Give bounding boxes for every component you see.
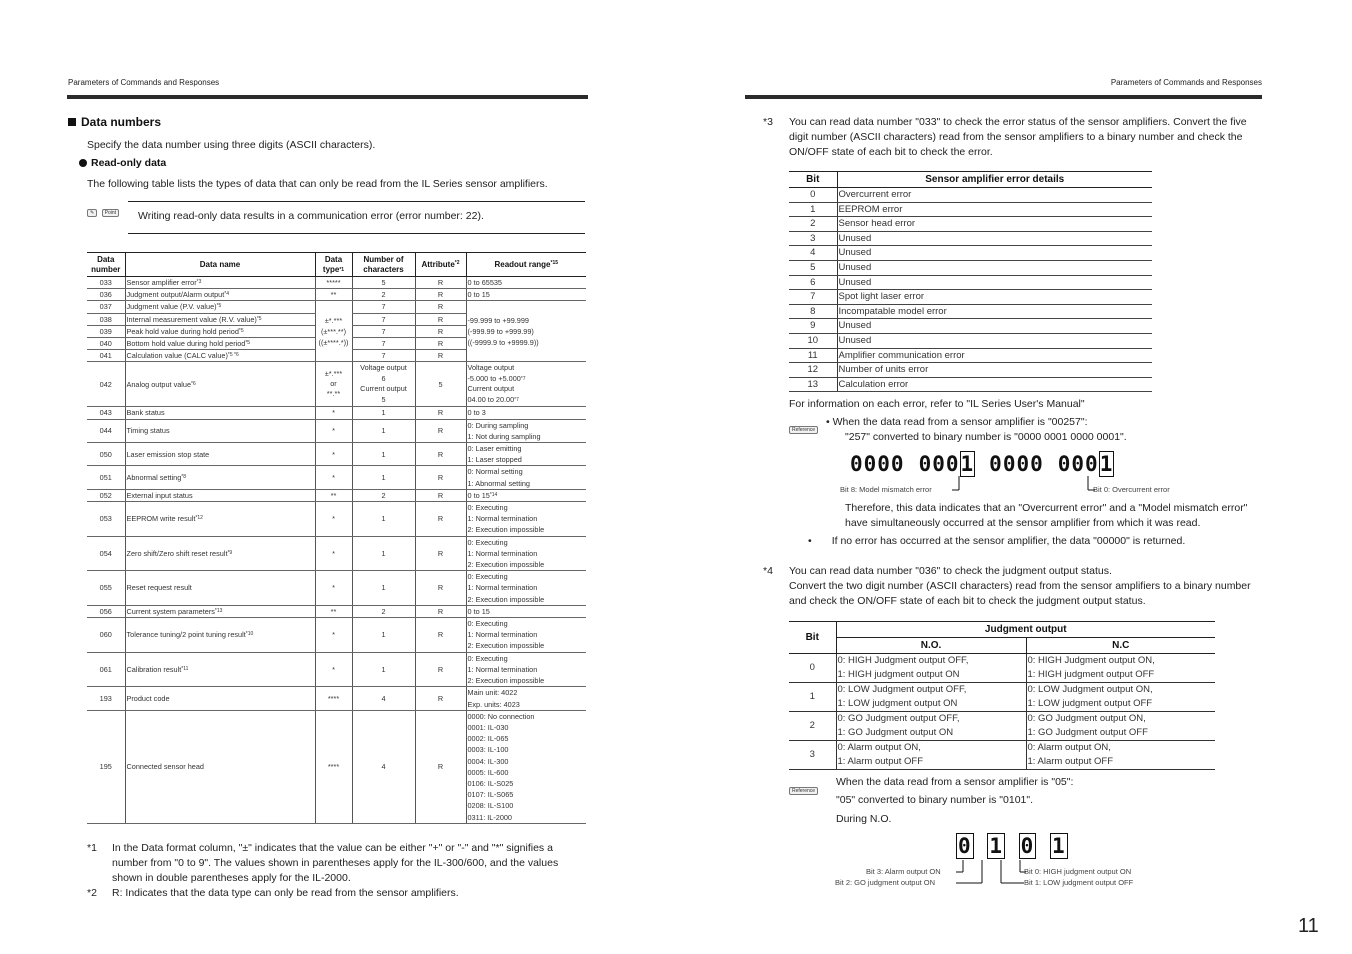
judgment-no-cell: 0: Alarm output ON, 1: Alarm output OFF: [836, 741, 1026, 770]
bit0b-label: Bit 0: HIGH judgment output ON: [1024, 867, 1132, 876]
bit0-label: Bit 0: Overcurrent error: [1093, 485, 1170, 494]
data-name-cell: Reset request result: [125, 571, 315, 606]
attribute-cell: R: [415, 489, 466, 501]
data-number-cell: 061: [87, 652, 125, 687]
data-number-cell: 051: [87, 466, 125, 489]
grouped-data-type: ±*.*** (±***.**) ((±****.*)): [315, 301, 352, 362]
num-chars-cell: 1: [352, 419, 415, 442]
bit3-label: Bit 3: Alarm output ON: [866, 867, 941, 876]
header-rule-left: [67, 95, 588, 99]
data-name-cell: EEPROM write result$^{*12}$: [125, 502, 315, 537]
bit-cell: 1: [789, 683, 836, 712]
data-type-cell: **: [315, 489, 352, 501]
table-row: [789, 683, 1215, 712]
attribute-cell: R: [415, 571, 466, 606]
data-type-cell: *: [315, 466, 352, 489]
point-box: [128, 201, 585, 234]
data-type-cell: *: [315, 407, 352, 419]
reference-badge-1: [789, 418, 818, 436]
table-row: [87, 443, 586, 466]
col-readout-range: Readout range$^{*15}$: [466, 253, 586, 277]
running-header-left: Parameters of Commands and Responses: [68, 78, 220, 87]
error-bits-table: [789, 171, 1152, 392]
table-row: [87, 710, 586, 823]
readout-range-cell: 0 to 15: [466, 605, 586, 617]
num-chars-cell: 1: [352, 571, 415, 606]
attribute-cell: R: [415, 652, 466, 687]
table-row: [789, 304, 1152, 319]
readout-range-cell: 0 to 3: [466, 407, 586, 419]
point-badge: ✎ Point: [87, 201, 119, 219]
num-chars-cell: 2: [352, 605, 415, 617]
table-row: [789, 319, 1152, 334]
error-detail-cell: Amplifier communication error: [837, 348, 1152, 363]
readout-range-cell: 0 to 15$^{*14}$: [466, 489, 586, 501]
num-chars-cell: 2: [352, 489, 415, 501]
data-number-cell: 056: [87, 605, 125, 617]
num-chars-cell: 4: [352, 710, 415, 823]
col-num-chars: Number of characters: [352, 253, 415, 277]
data-type-cell: *: [315, 571, 352, 606]
attribute-cell: R: [415, 710, 466, 823]
table-row: 033 Sensor amplifier error$^{*3}$ ***** 5 R 0 to 65535: [87, 277, 586, 289]
table-row: [87, 466, 586, 489]
table-row: [87, 571, 586, 606]
section-intro: Specify the data number using three digits (ASCII characters).: [87, 139, 376, 151]
reference-icon: Reference: [789, 787, 818, 795]
table-row: 038 Internal measurement value (R.V. value)$^{*5}$ 7 R: [87, 313, 586, 325]
error-detail-cell: Incompatable model error: [837, 304, 1152, 319]
judgment-nc-cell: 0: GO Judgment output ON, 1: GO Judgment output OFF: [1026, 712, 1215, 741]
data-name-cell: Bank status: [125, 407, 315, 419]
binary-display-1: 0000 0001 0000 0001: [850, 452, 1114, 476]
table-row: 041 Calculation value (CALC value)$^{*5 *6}$ 7 R: [87, 350, 586, 362]
data-type-cell: **: [315, 605, 352, 617]
num-chars-cell: 4: [352, 687, 415, 710]
data-type-cell: *: [315, 502, 352, 537]
col-data-number: Data number: [87, 253, 125, 277]
table-row: [789, 290, 1152, 305]
col-attribute: Attribute$^{*2}$: [415, 253, 466, 277]
bit-cell: 3: [789, 741, 836, 770]
data-name-cell: Timing status: [125, 419, 315, 442]
data-type-cell: *: [315, 536, 352, 571]
readout-range-cell: 0: During sampling 1: Not during sampling: [466, 419, 586, 442]
bit8-label: Bit 8: Model mismatch error: [840, 485, 932, 494]
attribute-cell: R: [415, 605, 466, 617]
table-row: [87, 605, 586, 617]
data-number-cell: 055: [87, 571, 125, 606]
table-row: [789, 363, 1152, 378]
col-no: N.O.: [836, 638, 1026, 654]
bit-cell: 4: [789, 246, 837, 261]
num-chars-cell: 1: [352, 502, 415, 537]
data-name-cell: Product code: [125, 687, 315, 710]
col-data-type: Data type$^{*1}$: [315, 253, 352, 277]
table-row: 037 Judgment value (P.V. value)$^{*5}$ ±*.*** (±***.**) ((±****.*)) 7 R -99.999 to +99.999 (-999.99 to +999.99) ((-9999.9 to +9999.9)): [87, 301, 586, 313]
table-row: [789, 377, 1152, 392]
attribute-cell: R: [415, 407, 466, 419]
table-row: [789, 202, 1152, 217]
table-row: [87, 489, 586, 501]
table-row: [789, 333, 1152, 348]
data-name-cell: Calibration result$^{*11}$: [125, 652, 315, 687]
error-detail-cell: Unused: [837, 319, 1152, 334]
error-detail-cell: Sensor head error: [837, 217, 1152, 232]
bit-cell: 3: [789, 231, 837, 246]
no-error-text: • If no error has occurred at the sensor amplifier, the data "00000" is returned.: [808, 535, 1186, 547]
error-detail-cell: Unused: [837, 275, 1152, 290]
data-number-cell: 060: [87, 618, 125, 653]
attribute-cell: R: [415, 618, 466, 653]
table-row: [789, 246, 1152, 261]
readout-range-cell: 0: Executing 1: Normal termination 2: Execution impossible: [466, 502, 586, 537]
data-type-cell: ****: [315, 710, 352, 823]
data-name-cell: Current system parameters$^{*13}$: [125, 605, 315, 617]
table-row: [789, 231, 1152, 246]
judgment-nc-cell: 0: Alarm output ON, 1: Alarm output OFF: [1026, 741, 1215, 770]
bit-cell: 13: [789, 377, 837, 392]
running-header-right: Parameters of Commands and Responses: [1110, 78, 1262, 87]
readout-range-cell: 0: Normal setting 1: Abnormal setting: [466, 466, 586, 489]
square-bullet-icon: [68, 118, 76, 126]
sub-title: Read-only data: [79, 157, 166, 169]
bit-cell: 6: [789, 275, 837, 290]
table-row: [789, 712, 1215, 741]
judgment-nc-cell: 0: LOW Judgment output ON, 1: LOW judgment output OFF: [1026, 683, 1215, 712]
table-row: [87, 502, 586, 537]
bit-cell: 0: [789, 188, 837, 203]
num-chars-cell: 1: [352, 443, 415, 466]
readout-range-cell: 0: Laser emitting 1: Laser stopped: [466, 443, 586, 466]
bit-cell: 11: [789, 348, 837, 363]
error-detail-cell: Number of units error: [837, 363, 1152, 378]
col-nc: N.C: [1026, 638, 1215, 654]
read-only-data-table: [87, 252, 586, 824]
bit-cell: 7: [789, 290, 837, 305]
data-type-cell: *: [315, 419, 352, 442]
bit-cell: 12: [789, 363, 837, 378]
readout-range-cell: 0: Executing 1: Normal termination 2: Execution impossible: [466, 652, 586, 687]
num-chars-cell: 1: [352, 652, 415, 687]
data-name-cell: Connected sensor head: [125, 710, 315, 823]
data-name-cell: External input status: [125, 489, 315, 501]
therefore-text: Therefore, this data indicates that an "Overcurrent error" and a "Model mismatch error" have simultaneously occurred at the sensor amplifier from which it was read.: [845, 502, 1248, 529]
data-number-cell: 050: [87, 443, 125, 466]
data-number-cell: 044: [87, 419, 125, 442]
col-bit: Bit: [789, 172, 837, 188]
error-detail-cell: Calculation error: [837, 377, 1152, 392]
table-row: 039 Peak hold value during hold period$^{*5}$ 7 R: [87, 325, 586, 337]
col-bit: Bit: [789, 622, 836, 654]
table-row: 040 Bottom hold value during hold period$^{*5}$ 7 R: [87, 338, 586, 350]
readout-range-cell: 0: Executing 1: Normal termination 2: Execution impossible: [466, 536, 586, 571]
table-row: [789, 217, 1152, 232]
binary-display-2: 0 1 0 1: [958, 834, 1066, 858]
data-number-cell: 043: [87, 407, 125, 419]
table-row: 036 Judgment output/Alarm output$^{*4}$ ** 2 R 0 to 15: [87, 289, 586, 301]
data-number-cell: 053: [87, 502, 125, 537]
bit1-label: Bit 1: LOW judgment output OFF: [1024, 878, 1134, 887]
num-chars-cell: 1: [352, 407, 415, 419]
note-3: *3 You can read data number "033" to check the error status of the sensor amplifiers. Convert the five digit number (ASCII characters) read from the sensor amplifiers to a binary number and check the ON/OFF state of each bit to check the error.: [763, 116, 1247, 158]
attribute-cell: R: [415, 419, 466, 442]
table-row: [87, 419, 586, 442]
bit-cell: 1: [789, 202, 837, 217]
table-row: [789, 260, 1152, 275]
reference-badge-2: [789, 779, 818, 797]
bit-cell: 5: [789, 260, 837, 275]
judgment-no-cell: 0: LOW Judgment output OFF, 1: LOW judgment output ON: [836, 683, 1026, 712]
data-number-cell: 054: [87, 536, 125, 571]
data-number-cell: 052: [87, 489, 125, 501]
data-number-cell: 193: [87, 687, 125, 710]
num-chars-cell: 1: [352, 536, 415, 571]
judgment-output-table: [789, 621, 1215, 770]
header-rule-right: [745, 95, 1262, 99]
binary-2-leader-lines: [950, 860, 1030, 888]
attribute-cell: R: [415, 502, 466, 537]
error-detail-cell: Overcurrent error: [837, 188, 1152, 203]
error-detail-cell: Unused: [837, 246, 1152, 261]
attribute-cell: R: [415, 443, 466, 466]
section-title: Data numbers: [68, 115, 161, 129]
bit2-label: Bit 2: GO judgment output ON: [835, 878, 936, 887]
data-type-cell: ****: [315, 687, 352, 710]
attribute-cell: R: [415, 536, 466, 571]
readout-range-cell: Main unit: 4022 Exp. units: 4023: [466, 687, 586, 710]
bit-cell: 0: [789, 654, 836, 683]
note-4: *4 You can read data number "036" to check the judgment output status. Convert the two digit number (ASCII characters) read from the sensor amplifiers to a binary number and check the ON/OFF state of each bit to check the judgment output status.: [763, 565, 1251, 607]
pencil-icon: ✎: [87, 209, 97, 217]
table-row: [789, 741, 1215, 770]
table-row: [789, 654, 1215, 683]
readout-range-cell: 0: Executing 1: Normal termination 2: Execution impossible: [466, 618, 586, 653]
num-chars-cell: 1: [352, 618, 415, 653]
readout-range-cell: 0000: No connection 0001: IL-030 0002: IL-065 0003: IL-100 0004: IL-300 0005: IL-600 0106: IL-S025 0107: IL-S065 0208: IL-S100 0311: IL-2000: [466, 710, 586, 823]
footnote-2: *2 R: Indicates that the data type can only be read from the sensor amplifiers.: [87, 887, 459, 899]
attribute-cell: R: [415, 687, 466, 710]
col-data-name: Data name: [125, 253, 315, 277]
error-detail-cell: Unused: [837, 333, 1152, 348]
data-type-cell: *: [315, 652, 352, 687]
round-bullet-icon: [79, 159, 87, 167]
data-name-cell: Tolerance tuning/2 point tuning result$^{*10}$: [125, 618, 315, 653]
data-name-cell: Laser emission stop state: [125, 443, 315, 466]
error-detail-cell: Unused: [837, 260, 1152, 275]
page-number: 11: [1298, 915, 1319, 937]
col-judgment-output: Judgment output: [836, 622, 1215, 638]
table-row: [789, 275, 1152, 290]
bit-cell: 8: [789, 304, 837, 319]
bit-cell: 2: [789, 712, 836, 741]
point-text: Writing read-only data results in a communication error (error number: 22).: [138, 210, 484, 222]
num-chars-cell: 1: [352, 466, 415, 489]
col-error-detail: Sensor amplifier error details: [837, 172, 1152, 188]
error-detail-cell: Spot light laser error: [837, 290, 1152, 305]
error-detail-cell: EEPROM error: [837, 202, 1152, 217]
table-row: [789, 188, 1152, 203]
readout-range-cell: 0: Executing 1: Normal termination 2: Execution impossible: [466, 571, 586, 606]
footnote-1: *1 In the Data format column, "±" indicates that the value can be either "+" or "-" and "*" signifies a number from "0 to 9". The values shown in parentheses apply for the IL-300/600, and the values shown in double parentheses apply for the IL-2000.: [87, 842, 559, 884]
table-row: [87, 687, 586, 710]
data-type-cell: *: [315, 443, 352, 466]
sub-intro: The following table lists the types of data that can only be read from the IL Series sensor amplifiers.: [87, 178, 548, 190]
reference-2-line-1: When the data read from a sensor amplifier is "05":: [836, 776, 1074, 788]
table-row: [789, 348, 1152, 363]
table-row: [87, 652, 586, 687]
reference-2-line-2: "05" converted to binary number is "0101".: [836, 794, 1034, 806]
data-name-cell: Abnormal setting$^{*8}$: [125, 466, 315, 489]
judgment-no-cell: 0: HIGH Judgment output OFF, 1: HIGH judgment output ON: [836, 654, 1026, 683]
reference-icon: Reference: [789, 426, 818, 434]
judgment-no-cell: 0: GO Judgment output OFF, 1: GO Judgment output ON: [836, 712, 1026, 741]
data-name-cell: Zero shift/Zero shift reset result$^{*9}$: [125, 536, 315, 571]
grouped-readout-range: -99.999 to +99.999 (-999.99 to +999.99) ((-9999.9 to +9999.9)): [466, 301, 586, 362]
table-row: [87, 536, 586, 571]
data-number-cell: 195: [87, 710, 125, 823]
error-info: For information on each error, refer to "IL Series User's Manual": [789, 398, 1085, 410]
table-row: [87, 407, 586, 419]
reference-1-line-1: • When the data read from a sensor amplifier is "00257":: [826, 416, 1088, 428]
table-row: 042 Analog output value$^{*6}$ ±*.*** or **.** Voltage output 6 Current output 5 5 Voltage output -5.000 to $+5.000^{*7}$ Current output 04.00 to 20.00$^{*7}$: [87, 362, 586, 407]
bit-cell: 2: [789, 217, 837, 232]
table-row: [87, 618, 586, 653]
judgment-nc-cell: 0: HIGH Judgment output ON, 1: HIGH judgment output OFF: [1026, 654, 1215, 683]
reference-2-line-3: During N.O.: [836, 813, 892, 825]
reference-1-line-2: "257" converted to binary number is "0000 0001 0000 0001".: [845, 431, 1127, 443]
data-type-cell: *: [315, 618, 352, 653]
bit-cell: 9: [789, 319, 837, 334]
attribute-cell: R: [415, 466, 466, 489]
error-detail-cell: Unused: [837, 231, 1152, 246]
bit-cell: 10: [789, 333, 837, 348]
